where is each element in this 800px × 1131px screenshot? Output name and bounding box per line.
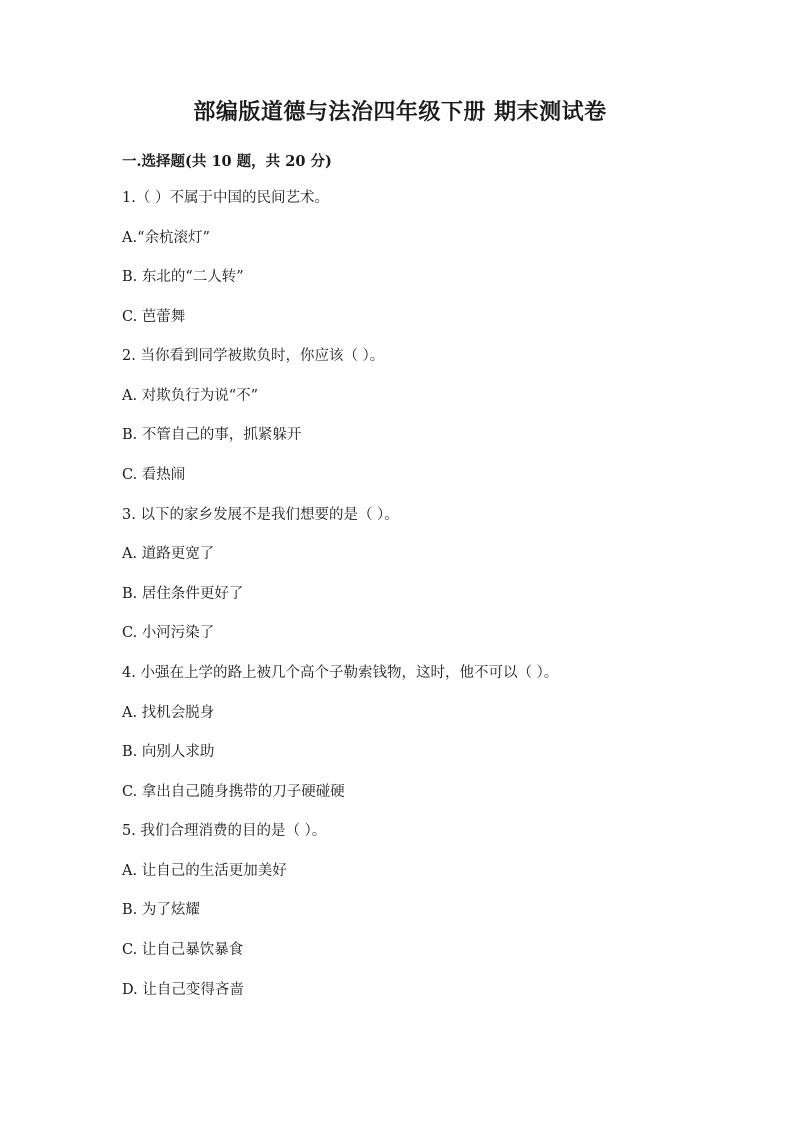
question-stem: 5. 我们合理消费的目的是（ ）。: [122, 823, 327, 839]
question-option: A. 让自己的生活更加美好: [122, 863, 287, 879]
question-option: C. 拿出自己随身携带的刀子硬碰硬: [122, 784, 345, 800]
question-option: C. 让自己暴饮暴食: [122, 942, 244, 958]
question-stem: 4. 小强在上学的路上被几个高个子勒索钱物，这时，他不可以（ ）。: [122, 665, 559, 681]
question-option: A. 找机会脱身: [122, 705, 215, 721]
question-option: B. 居住条件更好了: [122, 586, 244, 602]
question-option: A.“余杭滚灯”: [122, 230, 210, 246]
question-stem: 1.（ ）不属于中国的民间艺术。: [122, 190, 329, 206]
question-stem: 2. 当你看到同学被欺负时，你应该（ ）。: [122, 348, 385, 364]
question-option: C. 看热闹: [122, 467, 186, 483]
question-option: B. 向别人求助: [122, 744, 215, 760]
question-option: A. 对欺负行为说“不”: [122, 388, 259, 404]
page-title: 部编版道德与法治四年级下册 期末测试卷: [193, 99, 607, 125]
question-option: B. 东北的“二人转”: [122, 269, 244, 285]
section-heading: 一.选择题(共 10 题，共 20 分): [122, 153, 332, 170]
question-option: D. 让自己变得吝啬: [122, 982, 244, 998]
question-option: B. 不管自己的事，抓紧躲开: [122, 427, 302, 443]
question-option: A. 道路更宽了: [122, 546, 215, 562]
question-option: C. 芭蕾舞: [122, 309, 186, 325]
question-stem: 3. 以下的家乡发展不是我们想要的是（ ）。: [122, 507, 399, 523]
question-option: B. 为了炫耀: [122, 902, 200, 918]
question-option: C. 小河污染了: [122, 625, 215, 641]
